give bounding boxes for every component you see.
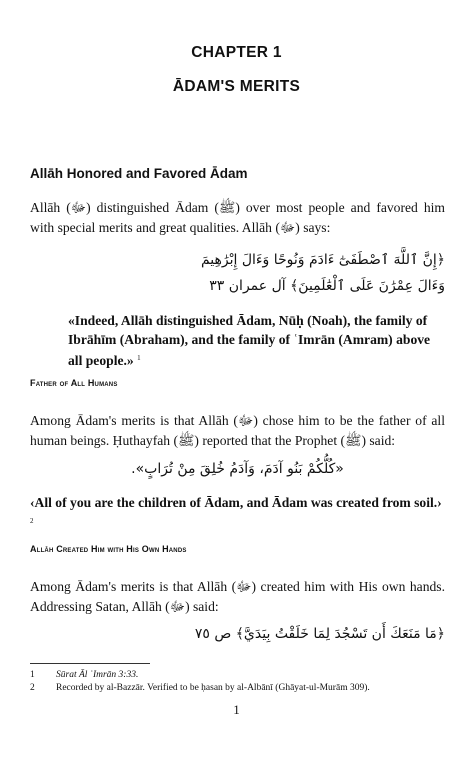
arabic-verse-line-2: وَءَالَ عِمْرَٰنَ عَلَى ٱلْعَٰلَمِينَ﴾ آل عمران ٣٣ [209, 278, 445, 294]
section-intro-paragraph: Allāh (ﷻ) distinguished Ādam (ﷺ) over most people and favored him with special merits and great qualities. Allāh (ﷻ) says: [30, 200, 445, 235]
arabic-verse-line-1: ﴿إِنَّ ٱللَّهَ ٱصْطَفَىٰٓ ءَادَمَ وَنُوحًا وَءَالَ إِبْرَٰهِيمَ [200, 252, 445, 268]
page-number: 1 [233, 702, 240, 717]
quote-text: ‹All of you are the children of Ādam, and Ādam was created from soil.› [30, 495, 442, 510]
footnote-text: Sūrat Āl ʿImrān 3:33. [56, 670, 139, 680]
footnote [30, 682, 370, 695]
father-paragraph: Among Ādam's merits is that Allāh (ﷻ) chose him to be the father of all human beings. Ḥuthayfah (ﷺ) reported that the Prophet (ﷺ) said: [30, 413, 445, 448]
footnote-ref: 1 [137, 354, 141, 362]
subheading-father-of-humans: Father of All Humans [30, 378, 118, 388]
footnote-number: 2 [30, 683, 35, 693]
hadith-translation-quote [30, 493, 445, 533]
chapter-label: CHAPTER 1 [191, 44, 282, 61]
arabic-hadith: «كُلُّكُمْ بَنُو آدَمَ، وَآدَمُ خُلِقَ مِنْ تُرَابٍ». [131, 461, 344, 477]
footnote-ref: 2 [30, 517, 34, 525]
footnote-text: Recorded by al-Bazzār. Verified to be ḥasan by al-Albānī (Ghāyat-ul-Murām 309). [56, 683, 370, 693]
footnote [30, 669, 138, 682]
verse-translation-quote [68, 311, 443, 370]
footnote-divider [30, 663, 150, 664]
footnote-number: 1 [30, 670, 35, 680]
section-heading: Allāh Honored and Favored Ādam [30, 166, 248, 181]
chapter-title: ĀDAM'S MERITS [172, 78, 301, 95]
subheading-created-with-hands: Allāh Created Him with His Own Hands [30, 544, 187, 554]
hands-paragraph: Among Ādam's merits is that Allāh (ﷻ) created him with His own hands. Addressing Satan, Allāh (ﷻ) said: [30, 579, 445, 614]
quote-text: «Indeed, Allāh distinguished Ādam, Nūḥ (Noah), the family of Ibrāhīm (Abraham), and the family of ʿImrān (Amram) above all people.» [68, 313, 431, 368]
arabic-verse-sad: ﴿مَا مَنَعَكَ أَن تَسْجُدَ لِمَا خَلَقْتُ بِيَدَيَّ﴾ ص ٧٥ [194, 626, 445, 642]
